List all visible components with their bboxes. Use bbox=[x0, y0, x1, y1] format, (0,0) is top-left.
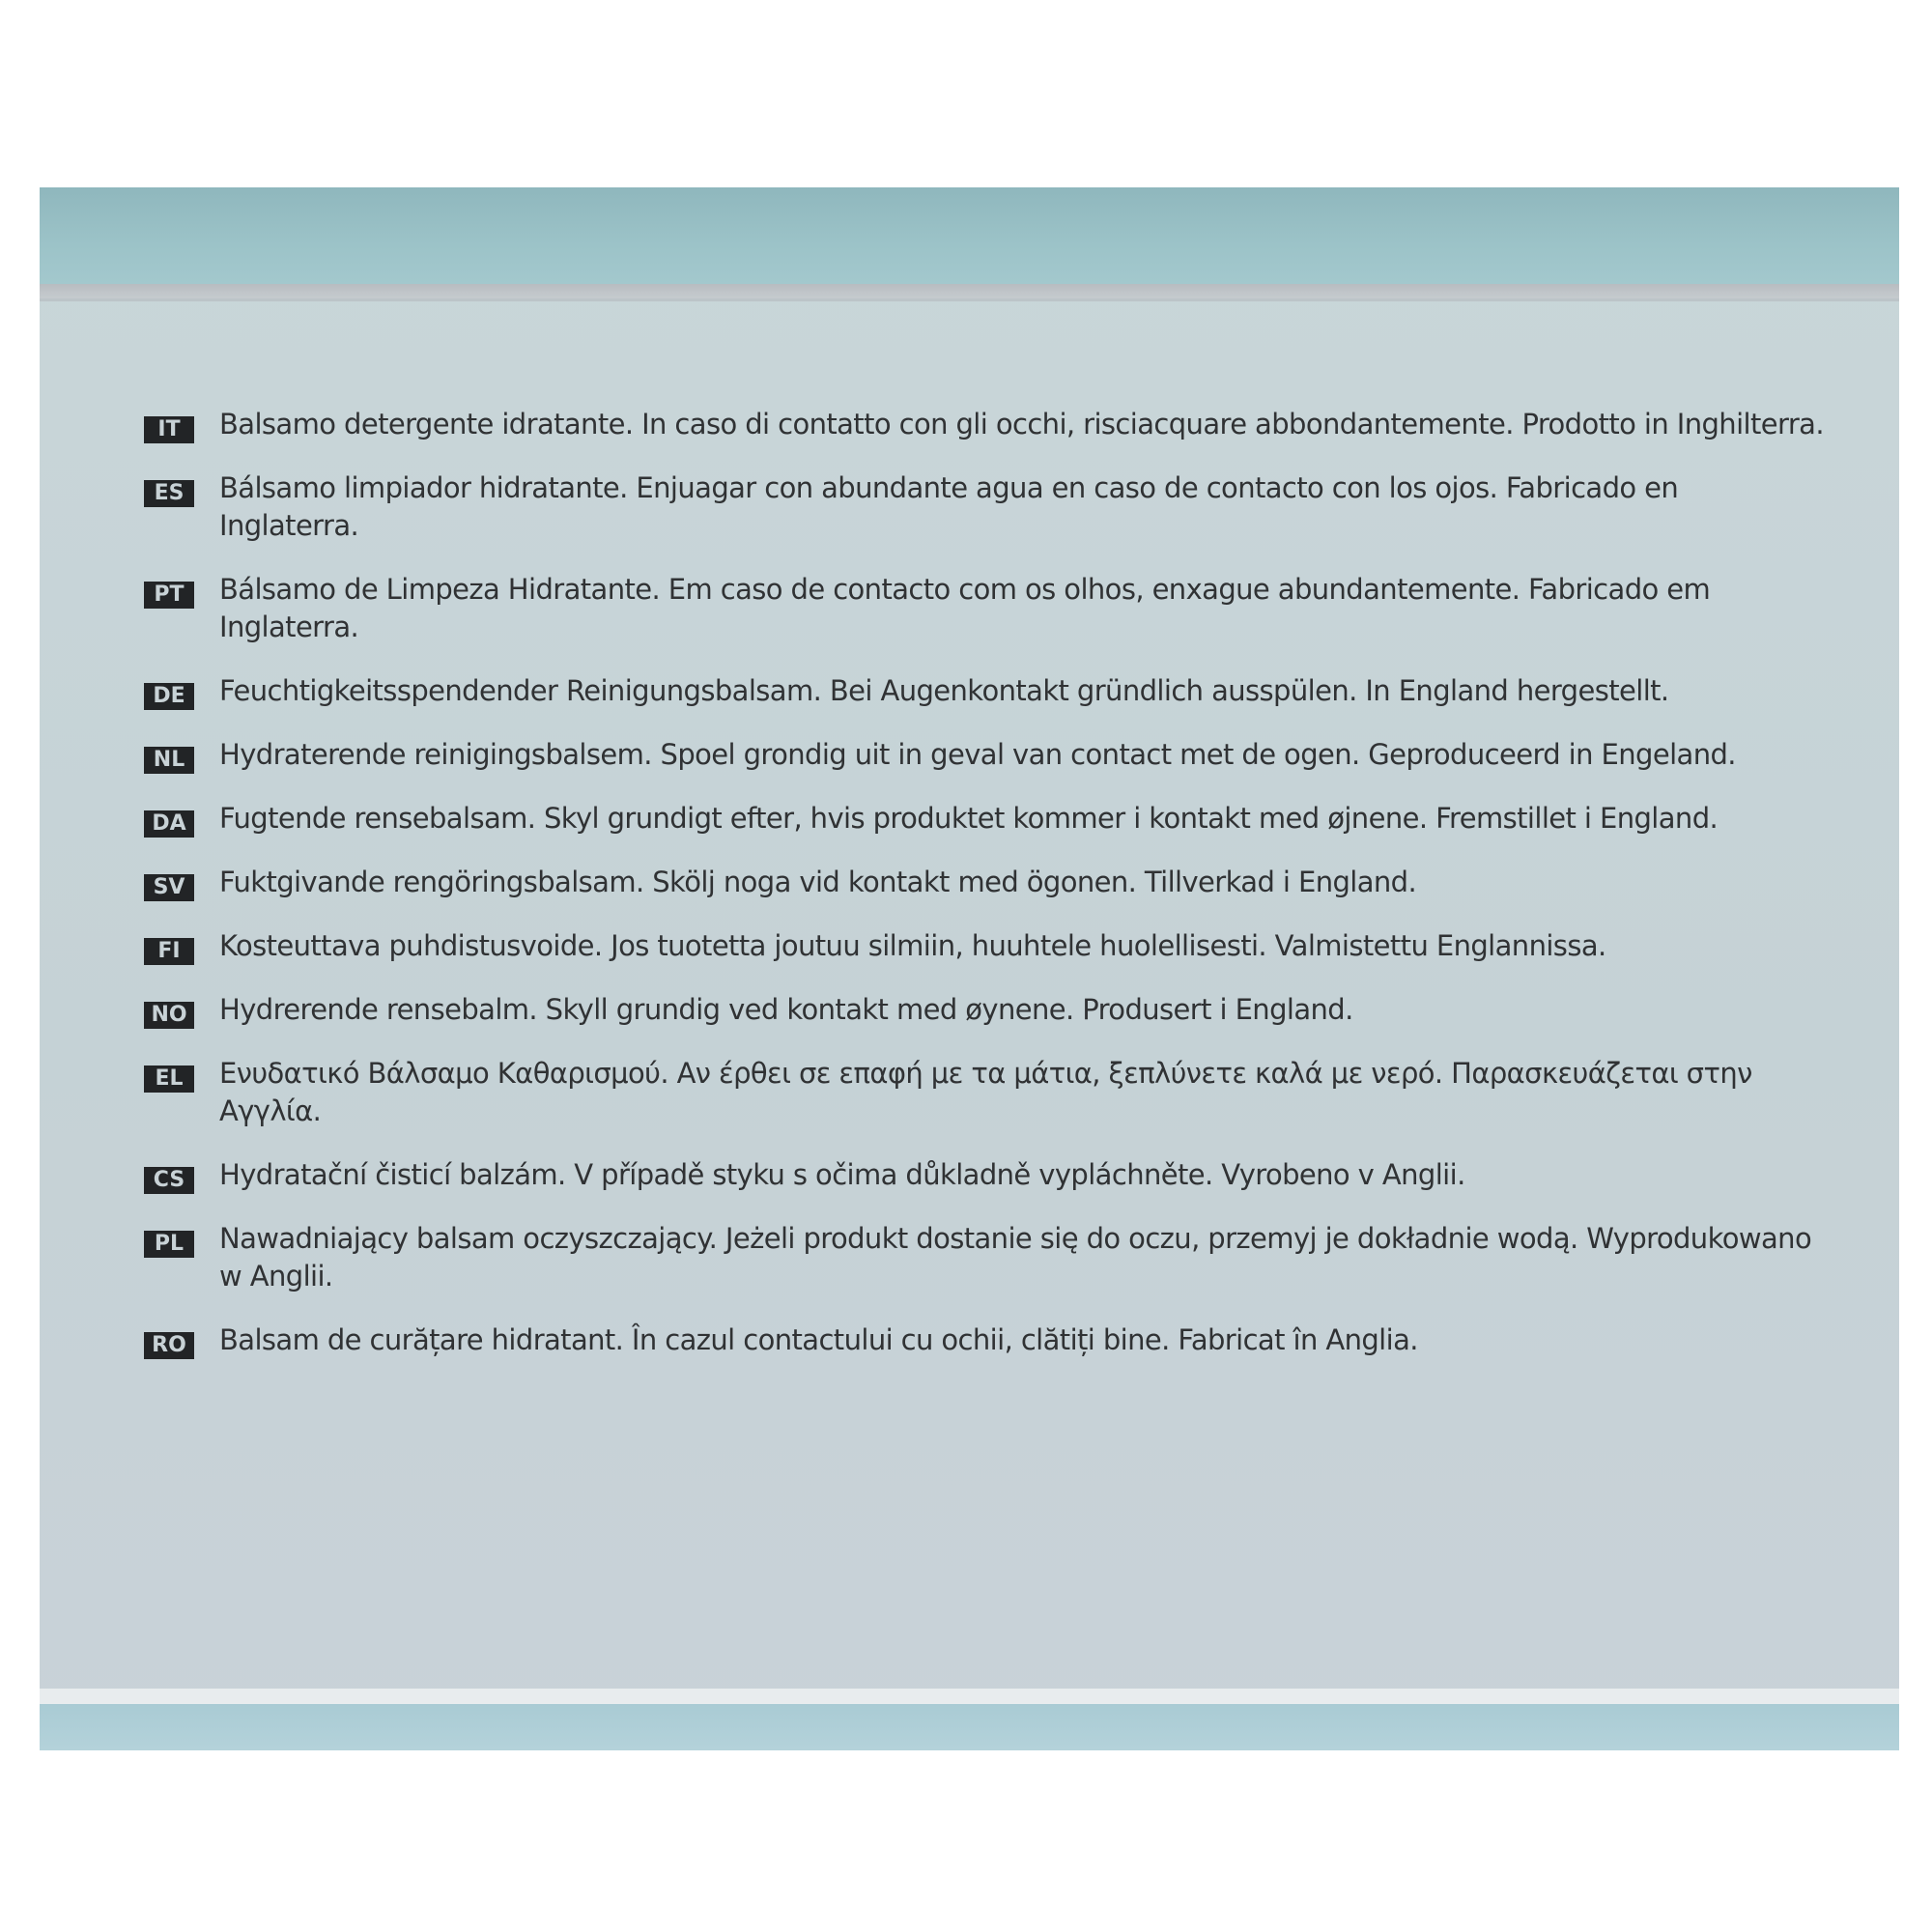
description-text: Fuktgivande rengöringsbalsam. Skölj noga vid kontakt med ögonen. Tillverkad i England. bbox=[219, 866, 1417, 898]
list-item bbox=[144, 1055, 1825, 1130]
list-item bbox=[144, 864, 1825, 901]
description-text: Fugtende rensebalsam. Skyl grundigt efter, hvis produktet kommer i kontakt med øjnene. Fremstillet i England. bbox=[219, 802, 1719, 835]
description-text: Hydrerende rensebalm. Skyll grundig ved kontakt med øynene. Produsert i England. bbox=[219, 993, 1353, 1026]
description-text: Bálsamo de Limpeza Hidratante. Em caso de contacto com os olhos, enxague abundantemente. Fabricado em Inglaterra. bbox=[219, 573, 1711, 643]
list-item bbox=[144, 800, 1825, 838]
bottom-color-band bbox=[40, 1704, 1899, 1750]
description-text: Feuchtigkeitsspendender Reinigungsbalsam. Bei Augenkontakt gründlich ausspülen. In England hergestellt. bbox=[219, 674, 1669, 707]
top-fold-edge bbox=[40, 284, 1899, 301]
list-item bbox=[144, 1321, 1825, 1359]
list-item bbox=[144, 736, 1825, 774]
list-item bbox=[144, 571, 1825, 646]
description-text: Balsamo detergente idratante. In caso di contatto con gli occhi, risciacquare abbondantemente. Prodotto in Inghilterra. bbox=[219, 408, 1824, 440]
language-code-badge: NL bbox=[144, 747, 194, 774]
list-item bbox=[144, 406, 1825, 443]
list-item bbox=[144, 927, 1825, 965]
package-panel bbox=[40, 187, 1899, 1750]
language-code-badge: CS bbox=[144, 1167, 194, 1194]
bottom-fold-edge bbox=[40, 1689, 1899, 1704]
description-text: Kosteuttava puhdistusvoide. Jos tuotetta joutuu silmiin, huuhtele huolellisesti. Valmistettu Englannissa. bbox=[219, 929, 1606, 962]
language-code-badge: EL bbox=[144, 1065, 194, 1093]
description-text: Bálsamo limpiador hidratante. Enjuagar con abundante agua en caso de contacto con los ojos. Fabricado en Inglaterra. bbox=[219, 471, 1679, 542]
language-code-badge: NO bbox=[144, 1002, 194, 1029]
description-text: Hydratační čisticí balzám. V případě styku s očima důkladně vypláchněte. Vyrobeno v Anglii. bbox=[219, 1158, 1465, 1191]
list-item bbox=[144, 1156, 1825, 1194]
description-text: Ενυδατικό Βάλσαμο Καθαρισμού. Αν έρθει σε επαφή με τα μάτια, ξεπλύνετε καλά με νερό. Παρασκευάζεται στην Αγγλία. bbox=[219, 1057, 1752, 1127]
language-code-badge: FI bbox=[144, 938, 194, 965]
description-text: Balsam de curățare hidratant. În cazul contactului cu ochii, clătiți bine. Fabricat în Anglia. bbox=[219, 1323, 1418, 1356]
language-code-badge: PT bbox=[144, 582, 194, 609]
list-item bbox=[144, 991, 1825, 1029]
language-code-badge: SV bbox=[144, 874, 194, 901]
top-color-band bbox=[40, 187, 1899, 284]
multilingual-description-list bbox=[144, 406, 1825, 1385]
list-item bbox=[144, 672, 1825, 710]
list-item bbox=[144, 1220, 1825, 1295]
description-text: Hydraterende reinigingsbalsem. Spoel grondig uit in geval van contact met de ogen. Geproduceerd in Engeland. bbox=[219, 738, 1736, 771]
language-code-badge: DE bbox=[144, 683, 194, 710]
language-code-badge: ES bbox=[144, 480, 194, 507]
description-text: Nawadniający balsam oczyszczający. Jeżeli produkt dostanie się do oczu, przemyj je dokładnie wodą. Wyprodukowano w Anglii. bbox=[219, 1222, 1812, 1293]
language-code-badge: RO bbox=[144, 1332, 194, 1359]
list-item bbox=[144, 469, 1825, 545]
language-code-badge: PL bbox=[144, 1231, 194, 1258]
language-code-badge: IT bbox=[144, 416, 194, 443]
language-code-badge: DA bbox=[144, 810, 194, 838]
